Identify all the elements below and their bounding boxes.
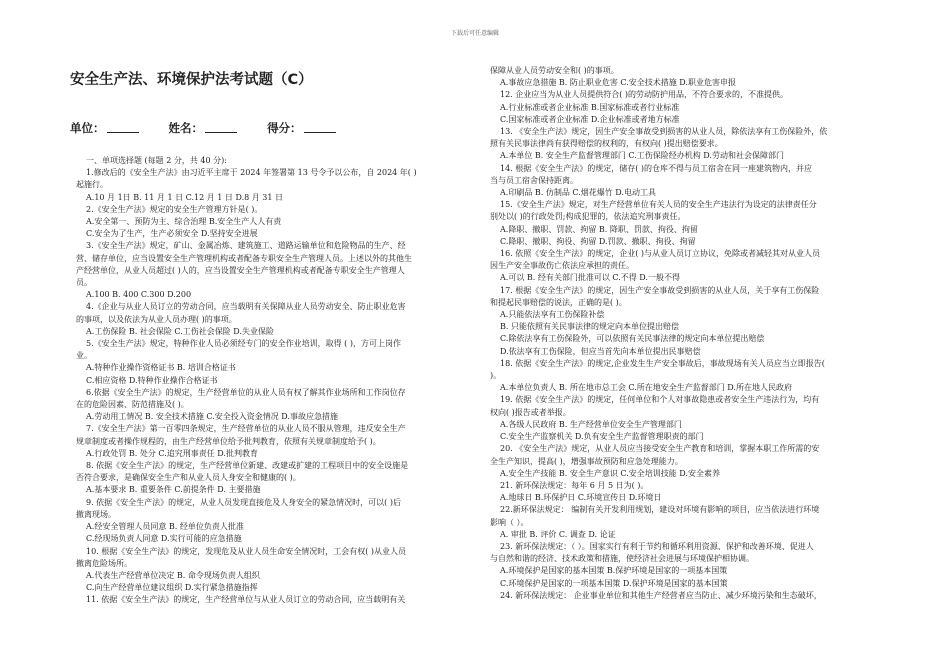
text-line: 8. 依据《安全生产法》的规定，生产经营单位新建、改建或扩建的工程项目中的安全设施是 — [86, 461, 409, 471]
text-line: 照有关民事法律尚有获得赔偿的权利的，有权向( )提出赔偿要求。 — [490, 139, 723, 149]
text-line: A.事故应急措施 B. 防止职业危害 C.安全技术措施 D.职业危害申报 — [500, 78, 736, 88]
text-line: 14. 根据《安全生产法》的规定，储存( )的仓库不得与员工宿舍在同一座建筑物内，并应 — [500, 163, 813, 173]
text-line: 5.《安全生产法》规定，特种作业人员必须经专门的安全作业培训，取得 ( )，方可上岗作 — [86, 339, 401, 349]
unit-blank — [107, 121, 139, 133]
text-line: 17. 根据《安全生产法》的规定，因生产安全事故受到损害的从业人员，关于享有工伤保险 — [500, 285, 820, 295]
text-line: C.经现场负责人同意 D.实行可能的应急措施 — [86, 534, 242, 544]
text-line: A.地球日 B.环保护日 C.环境宣传日 D.环境日 — [500, 493, 662, 503]
text-line: C.相应资格 D.特种作业操作合格证书 — [86, 375, 218, 385]
text-line: A.安全第一、预防为主、综合治理 B.安全生产人人有责 — [86, 217, 282, 227]
unit-label: 单位： — [70, 121, 105, 135]
text-line: 产经营单位，从业人员超过( )人的，应当设置安全生产管理机构或者配备专职安全生产管理人 — [76, 265, 405, 275]
right-column — [490, 65, 910, 602]
text-line: 22.新环保法规定： 编制有关开发利用规划，建设对环境有影响的项目，应当依法进行环境 — [500, 505, 820, 515]
text-line: 业。 — [76, 351, 92, 361]
text-line: A.降职、撤职、罚款、拘留 B. 降职、罚款、拘役、拘留 — [500, 224, 698, 234]
text-line: 24. 新环保法规定： 企业事业单位和其他生产经营者应当防止、减少环境污染和生态破坏， — [500, 590, 822, 600]
text-line: 19. 依据《安全生产法》的规定，任何单位和个人对事故隐患或者安全生产违法行为，均有 — [500, 395, 820, 405]
text-line: A.本单位 B. 安全生产监督管理部门 C.工伤保险经办机构 D.劳动和社会保障部门 — [500, 151, 784, 161]
text-line: 撤离现场。 — [76, 509, 116, 519]
text-line: A.只能依法享有工伤保险补偿 — [500, 310, 605, 320]
text-line: 18. 依据《安全生产法》的规定,企业发生生产安全事故后，事故现场有关人员应当立即报告( — [500, 358, 825, 368]
text-line: 与自然和谐的经济、技术政策和措施，使经济社会进展与环境保护相协调。 — [490, 554, 754, 564]
text-line: A.经安全管理人员同意 B. 经单位负责人批准 — [86, 522, 244, 532]
text-line: A.各级人民政府 B. 生产经营单位安全生产管理部门 — [500, 419, 682, 429]
text-line: C.除依法享有工伤保险外，可以依照有关民事法律的规定向本单位提出赔偿 — [500, 334, 765, 344]
text-line: 10. 根据《安全生产法》的规定，发现危及从业人员生命安全情况时，工会有权( )从业人员 — [86, 546, 407, 556]
text-line: 4.《企业与从业人员订立的劳动合同，应当载明有关保障从业人员劳动安全、防止职业危害 — [86, 302, 406, 312]
left-column — [76, 155, 466, 607]
text-line: 否符合要求，是确保安全生产和从业人员人身安全和健康的( )。 — [76, 473, 301, 483]
text-line: A.工伤保险 B. 社会保险 C.工伤社会保险 D.失业保险 — [86, 326, 274, 336]
text-line: A.特种作业操作资格证书 B. 培训合格证书 — [86, 363, 236, 373]
score-blank — [304, 121, 336, 133]
text-line: C.国家标准或者企业标准 D.企业标准或者地方标准 — [500, 114, 680, 124]
text-line: A.100 B. 400 C.300 D.200 — [86, 290, 192, 300]
score-label: 得分： — [267, 121, 302, 135]
document-title: 安全生产法、环境保护法考试题（C） — [70, 72, 313, 88]
text-line: 6.依据《安全生产法》的规定，生产经营单位的从业人员有权了解其作业场所和工作岗位存 — [86, 387, 406, 397]
text-line: 权向( )报告或者举报。 — [490, 407, 571, 417]
text-line: 16. 依照《安全生产法》的规定，企业( )与从业人员订立协议，免除或者减轻其对从业人员 — [500, 249, 821, 259]
text-line: 12. 企业应当为从业人员提供符合( )的劳动防护用品，不符合要求的，不准提供。 — [500, 90, 789, 100]
text-line: 13. 《安全生产法》规定，因生产安全事故受到损害的从业人员，除依法享有工伤保险外，依 — [500, 127, 828, 137]
text-line: C.降职、撤职、拘役、拘留 D.罚款、撤职、拘役、拘留 — [500, 236, 696, 246]
text-line: A.可以 B. 经有关部门批准可以 C.不得 D.一般不得 — [500, 273, 680, 283]
text-line: 当与员工宿舍保持距离。 — [490, 175, 578, 185]
text-line: 23. 新环保法规定：（ ）。国家实行有利于节约和循环利用资源、保护和改善环境、促进人 — [500, 541, 814, 551]
text-line: D.依法享有工伤保险，但应当首先向本单位提出民事赔偿 — [500, 346, 701, 356]
text-line: 规章制度或者操作规程的，由生产经营单位给予批判教育，依照有关规章制度给予( )。 — [76, 436, 381, 446]
text-line: C.环境保护是国家的一项基本国策 D.保护环境是国家的基本国策 — [500, 578, 728, 588]
text-line: A.印刷品 B. 仿制品 C.烟花爆竹 D.电动工具 — [500, 188, 656, 198]
text-line: 因生产安全事故伤亡依法应承担的责任。 — [490, 261, 634, 271]
text-line: 3.《安全生产法》规定，矿山、金属冶炼、建筑施工、道路运输单位和危险物品的生产、经 — [86, 241, 406, 251]
text-line: B. 只能依照有关民事法律的规定向本单位提出赔偿 — [500, 322, 679, 332]
text-line: 2.《安全生产法》规定的安全生产管理方针是( )。 — [86, 204, 263, 214]
text-line: 和提起民事赔偿的说法，正确的是( )。 — [490, 297, 627, 307]
text-line: A.本单位负责人 B. 所在地市总工会 C.所在地安全生产监督部门 D.所在地人民政府 — [500, 383, 792, 393]
text-line: A.行政处罚 B. 处分 C.追究刑事责任 D.批判教育 — [86, 448, 258, 458]
text-line: C.安全为了生产，生产必须安全 D.坚持安全进展 — [86, 229, 258, 239]
text-line: A.劳动用工情况 B. 安全技术措施 C.安全投入资金情况 D.事故应急措施 — [86, 412, 338, 422]
text-line: 7.《安全生产法》第一百零四条规定，生产经营单位的从业人员不服从管理，违反安全生产 — [86, 424, 406, 434]
text-line: A.环境保护是国家的基本国策 B.保护环境是国家的一项基本国策 — [500, 566, 728, 576]
text-line: 影响（ ）。 — [490, 517, 529, 527]
text-line: 11. 依据《安全生产法》的规定，生产经营单位与从业人员订立的劳动合同，应当载明有关 — [86, 595, 406, 605]
text-line: A.安全生产技能 B. 安全生产意识 C.安全培训技能 D.安全素养 — [500, 468, 720, 478]
text-line: A.10 月 1日 B. 11 月 1 日 C.12 月 1 日 D.8 月 31 日 — [86, 192, 284, 202]
exam-info-line — [70, 120, 338, 136]
text-line: 15.《安全生产法》规定，对生产经营单位有关人员的安全生产违法行为设定的法律责任分 — [500, 200, 817, 210]
text-line: A.代表生产经营单位决定 B. 命令现场负责人组织 — [86, 570, 260, 580]
text-line: 别处以( )的行政处罚;构成犯罪的，依法追究刑事责任。 — [490, 212, 686, 222]
text-line: 21. 新环保法规定：每年 6 月 5 日为( )。 — [500, 480, 649, 490]
text-line: 员。 — [76, 278, 92, 288]
text-line: 起施行。 — [76, 180, 108, 190]
text-line: A. 审批 B. 评价 C. 调查 D. 论证 — [500, 529, 616, 539]
text-line: 1.修改后的《安全生产法》由习近平主席于 2024 年签署第 13 号令予以公布，自 2024 年( ) — [86, 168, 417, 178]
text-line: 20. 《安全生产法》规定，从业人员应当接受安全生产教育和培训，掌握本职工作所需的安 — [500, 444, 820, 454]
text-line: 一、单项选择题 (每题 2 分，共 40 分): — [86, 156, 227, 165]
text-line: 营、储存单位，应当设置安全生产管理机构或者配备专职安全生产管理人员。上述以外的其他生 — [76, 253, 412, 263]
text-line: 9. 依据《安全生产法》的规定，从业人员发现直接危及人身安全的紧急情况时，可以( )后 — [86, 497, 401, 507]
name-blank — [205, 121, 237, 133]
text-line: A.行业标准或者企业标准 B.国家标准或者行业标准 — [500, 102, 680, 112]
text-line: 全生产知识，提高( )，增强事故预防和应急处理能力。 — [490, 456, 683, 466]
text-line: C.安全生产监察机关 D.负有安全生产监督管理职责的部门 — [500, 432, 704, 442]
text-line: 的事项，以及依法为从业人员办理( )的事项。 — [76, 314, 237, 324]
text-line: 保障从业人员劳动安全和( )的事项。 — [490, 66, 619, 75]
text-line: A.基本要求 B. 重要条件 C.前提条件 D. 主要措施 — [86, 485, 261, 495]
page-header-note: 下载后可任意编辑 — [450, 30, 499, 37]
text-line: 在的危险因素、防范措施及( )。 — [76, 400, 189, 410]
text-line: )。 — [490, 371, 502, 381]
name-label: 姓名： — [168, 121, 204, 135]
text-line: 撤离危险场所。 — [76, 558, 132, 568]
text-line: C.向生产经营单位建议组织 D.实行紧急措施指挥 — [86, 583, 258, 593]
